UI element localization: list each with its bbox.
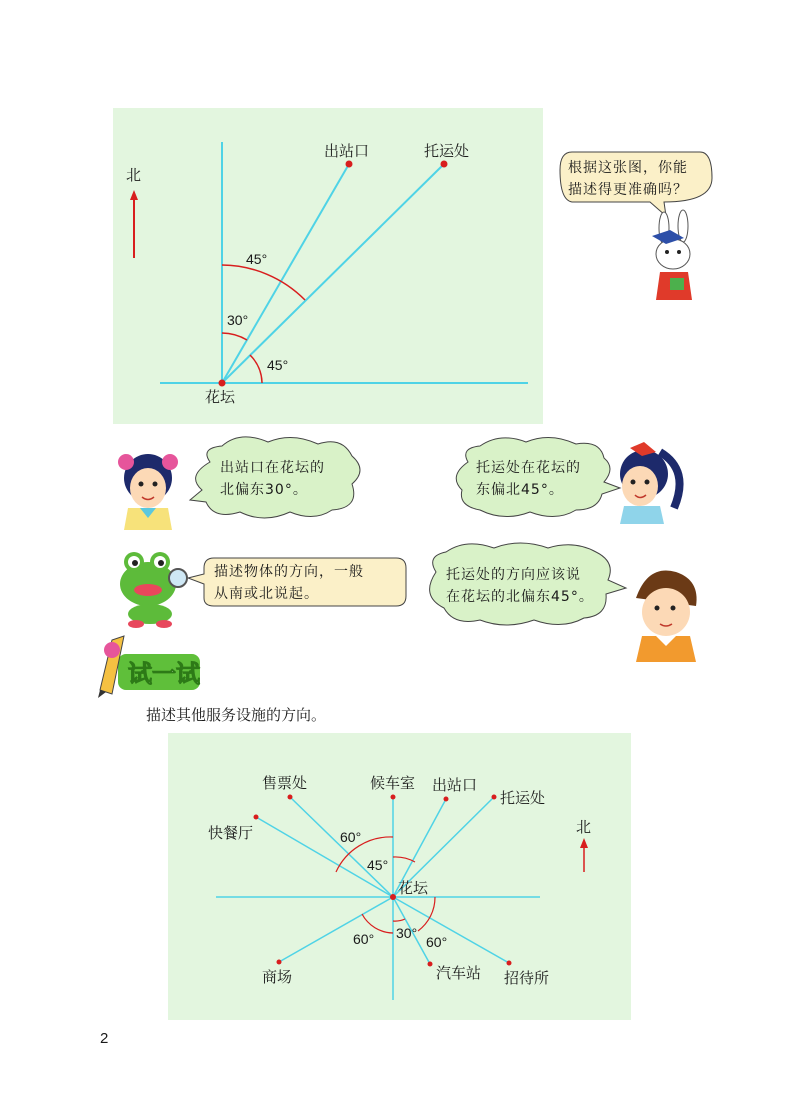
bubble-boy-line-2: 在花坛的北偏东45°。	[446, 589, 594, 605]
north-label-2: 北	[576, 818, 592, 836]
arc-60-br	[418, 897, 435, 931]
angle-60-br: 60°	[426, 934, 448, 950]
label-flowerbed: 花坛	[205, 388, 236, 406]
angle-45-top: 45°	[246, 251, 268, 267]
section-title: 试一试	[128, 660, 200, 688]
label-flowerbed-2: 花坛	[398, 879, 429, 897]
point-baggage-2	[492, 795, 497, 800]
angle-45-bottom: 45°	[267, 357, 289, 373]
point-exit-2	[444, 797, 449, 802]
arc-30-2	[393, 919, 405, 921]
label-baggage: 托运处	[424, 142, 470, 160]
instruction-text: 描述其他服务设施的方向。	[146, 706, 327, 724]
angle-30: 30°	[227, 312, 249, 328]
bubble-girl-left-line-2: 北偏东30°。	[220, 482, 308, 498]
bubble-boy-line-1: 托运处的方向应该说	[446, 567, 581, 583]
label-bus: 汽车站	[436, 964, 482, 982]
bubble-rabbit-line-1: 根据这张图，你能	[568, 160, 688, 176]
point-flowerbed-2	[390, 894, 396, 900]
label-baggage-2: 托运处	[500, 789, 546, 807]
label-exit-2: 出站口	[432, 776, 478, 794]
ray-mall	[279, 897, 393, 962]
angle-45-2: 45°	[367, 857, 389, 873]
point-mall	[277, 960, 282, 965]
bubble-frog-line-1: 描述物体的方向，一般	[214, 564, 364, 580]
label-hotel: 招待所	[504, 969, 550, 987]
ray-ticket	[290, 797, 393, 897]
label-exit: 出站口	[324, 142, 370, 160]
label-fastfood: 快餐厅	[208, 824, 254, 842]
label-mall: 商场	[262, 968, 293, 986]
bubble-girl-right-line-2: 东偏北45°。	[476, 482, 564, 498]
angle-30-2: 30°	[396, 925, 418, 941]
bubble-girl-right-line-1: 托运处在花坛的	[476, 460, 581, 476]
point-hotel	[507, 961, 512, 966]
label-ticket: 售票处	[262, 774, 308, 792]
point-bus	[428, 962, 433, 967]
north-arrow-2-icon	[580, 838, 588, 848]
point-ticket	[288, 795, 293, 800]
north-label: 北	[126, 166, 142, 184]
bubble-girl-left-line-1: 出站口在花坛的	[220, 460, 325, 476]
page-number: 2	[100, 1030, 109, 1047]
point-fastfood	[254, 815, 259, 820]
bubble-frog-line-2: 从南或北说起。	[214, 586, 319, 602]
point-waiting	[391, 795, 396, 800]
angle-60-top: 60°	[340, 829, 362, 845]
label-waiting: 候车室	[370, 774, 416, 792]
bubble-rabbit-line-2: 描述得更准确吗？	[568, 182, 688, 198]
angle-60-bl: 60°	[353, 931, 375, 947]
